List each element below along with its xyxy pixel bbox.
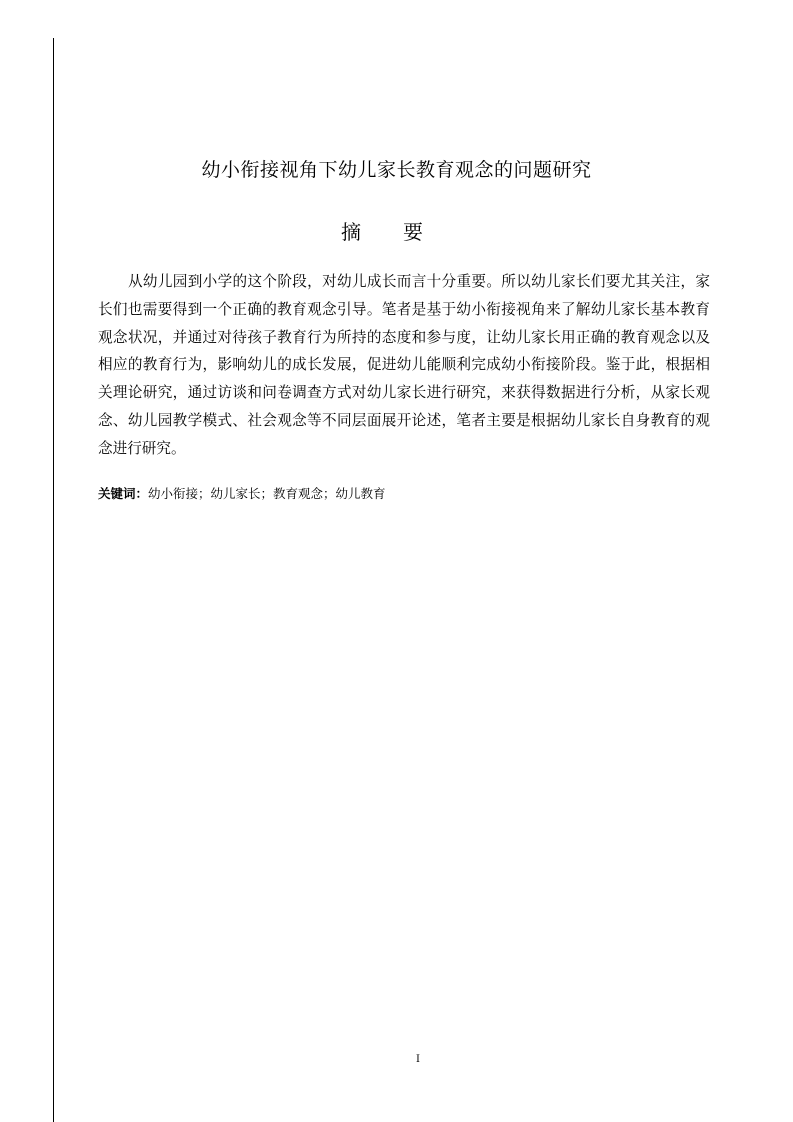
keywords-list: 幼小衔接；幼儿家长；教育观念；幼儿教育 (148, 486, 386, 501)
abstract-paragraph: 从幼儿园到小学的这个阶段，对幼儿成长而言十分重要。所以幼儿家长们要尤其关注，家长们也需要得到一个正确的教育观念引导。笔者是基于幼小衔接视角来了解幼儿家长基本教育观念状况，并通过对待孩子教育行为所持的态度和参与度，让幼儿家长用正确的教育观念以及相应的教育行为，影响幼儿的成长发展，促进幼儿能顺利完成幼小衔接阶段。鉴于此，根据相关理论研究，通过访谈和问卷调查方式对幼儿家长进行研究，来获得数据进行分析，从家长观念、幼儿园教学模式、社会观念等不同层面展开论述，笔者主要是根据幼儿家长自身教育的观念进行研究。 (98, 273, 710, 457)
page-number: I (416, 1054, 420, 1065)
document-title: 幼小衔接视角下幼儿家长教育观念的问题研究 (201, 159, 592, 181)
binding-margin-line (53, 38, 54, 1122)
keywords-line (98, 484, 386, 502)
abstract-heading: 摘要 (341, 220, 465, 244)
keywords-label: 关键词： (98, 486, 149, 501)
